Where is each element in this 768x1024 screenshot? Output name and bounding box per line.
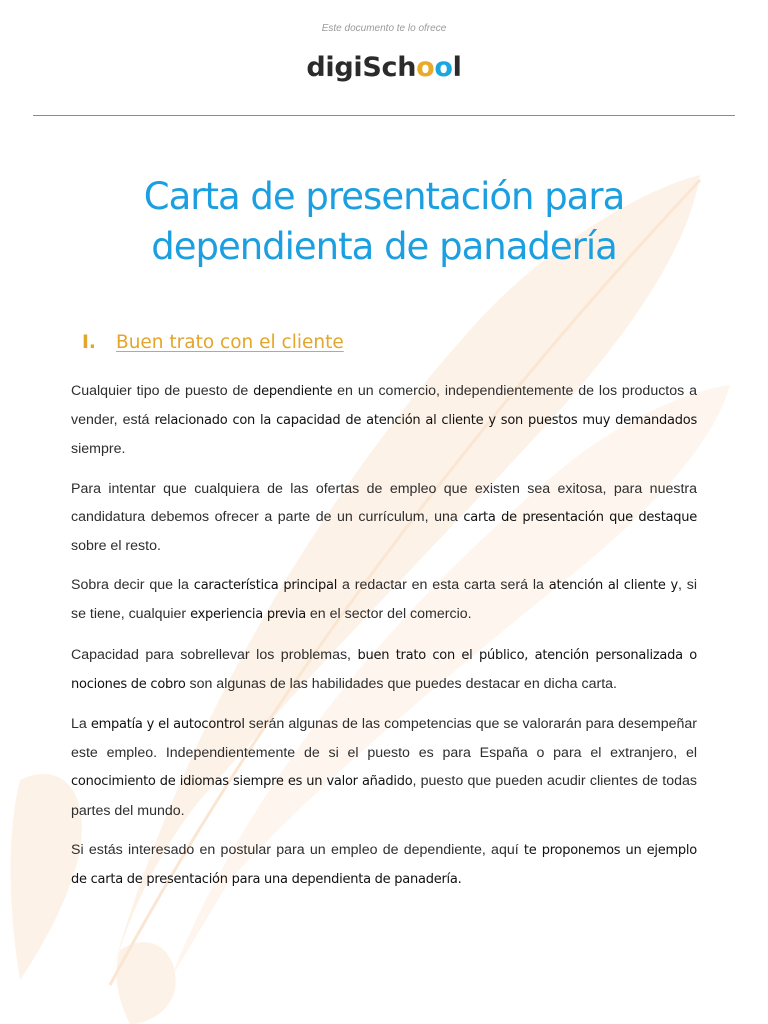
- paragraph-text: en el sector del comercio.: [305, 606, 472, 623]
- emphasis-text: conocimiento de idiomas siempre es un valor añadido: [71, 774, 413, 790]
- paragraph-text: sobre el resto.: [71, 538, 161, 555]
- body-paragraph: [71, 377, 697, 464]
- section-number: I.: [82, 332, 96, 353]
- document-title: [40, 172, 728, 272]
- emphasis-text: característica principal: [193, 578, 338, 594]
- section-title: Buen trato con el cliente: [116, 332, 344, 353]
- emphasis-text: experiencia previa: [190, 607, 306, 623]
- paragraph-text: , si se tiene, cualquier: [71, 577, 697, 623]
- title-line-2: dependienta de panadería: [151, 225, 617, 268]
- paragraph-text: Capacidad para sobrellevar los problemas,: [71, 646, 358, 663]
- paragraph-text: Para intentar que cualquiera de las ofertas de empleo que existen sea exitosa, para nuestra candidatura debemos ofrecer a parte de un currículum, una: [71, 480, 697, 525]
- paragraph-text: Si estás interesado en postular para un empleo de dependiente, aquí: [71, 841, 524, 858]
- emphasis-text: atención al cliente y: [548, 578, 678, 594]
- paragraph-text: serán algunas de las competencias que se valorarán para desempeñar este empleo. Independientemente de si el puesto es para España o para el extranjero, el: [71, 716, 697, 762]
- emphasis-text: dependiente: [253, 384, 333, 399]
- paragraph-text: La: [71, 716, 91, 733]
- paragraph-text: , puesto que pueden acudir clientes de todas partes del mundo.: [71, 773, 697, 819]
- paragraph-text: Sobra decir que la: [71, 577, 194, 594]
- emphasis-text: buen trato con el público, atención personalizada o nociones de cobro: [71, 647, 697, 692]
- section-heading: [82, 332, 344, 353]
- emphasis-text: relacionado con la capacidad de atención al cliente y son puestos muy demandados: [154, 413, 697, 429]
- paragraph-text: siempre.: [71, 441, 126, 458]
- header-divider: [33, 115, 735, 116]
- paragraph-text: en un comercio, independientemente de los productos a vender, está: [71, 383, 697, 429]
- title-line-1: Carta de presentación para: [143, 175, 625, 218]
- body-paragraph: [71, 710, 697, 825]
- digischool-logo: [0, 52, 768, 83]
- offer-note: Este documento te lo ofrece: [321, 23, 447, 34]
- body-paragraph: [71, 641, 697, 699]
- paragraph-text: Cualquier tipo de puesto de: [71, 383, 254, 399]
- emphasis-text: te proponemos un ejemplo de carta de presentación para una dependienta de panadería.: [71, 842, 697, 888]
- emphasis-text: empatía y el autocontrol: [90, 717, 245, 733]
- paragraph-text: a redactar en esta carta será la: [337, 577, 549, 594]
- body-paragraph: [71, 836, 697, 894]
- body-paragraph: [71, 475, 697, 561]
- paragraph-text: son algunas de las habilidades que puedes destacar en dicha carta.: [185, 675, 617, 692]
- emphasis-text: carta de presentación que destaque: [463, 509, 698, 525]
- document-body: [71, 377, 697, 905]
- logo-text: digiSchool: [306, 52, 462, 83]
- body-paragraph: [71, 571, 697, 629]
